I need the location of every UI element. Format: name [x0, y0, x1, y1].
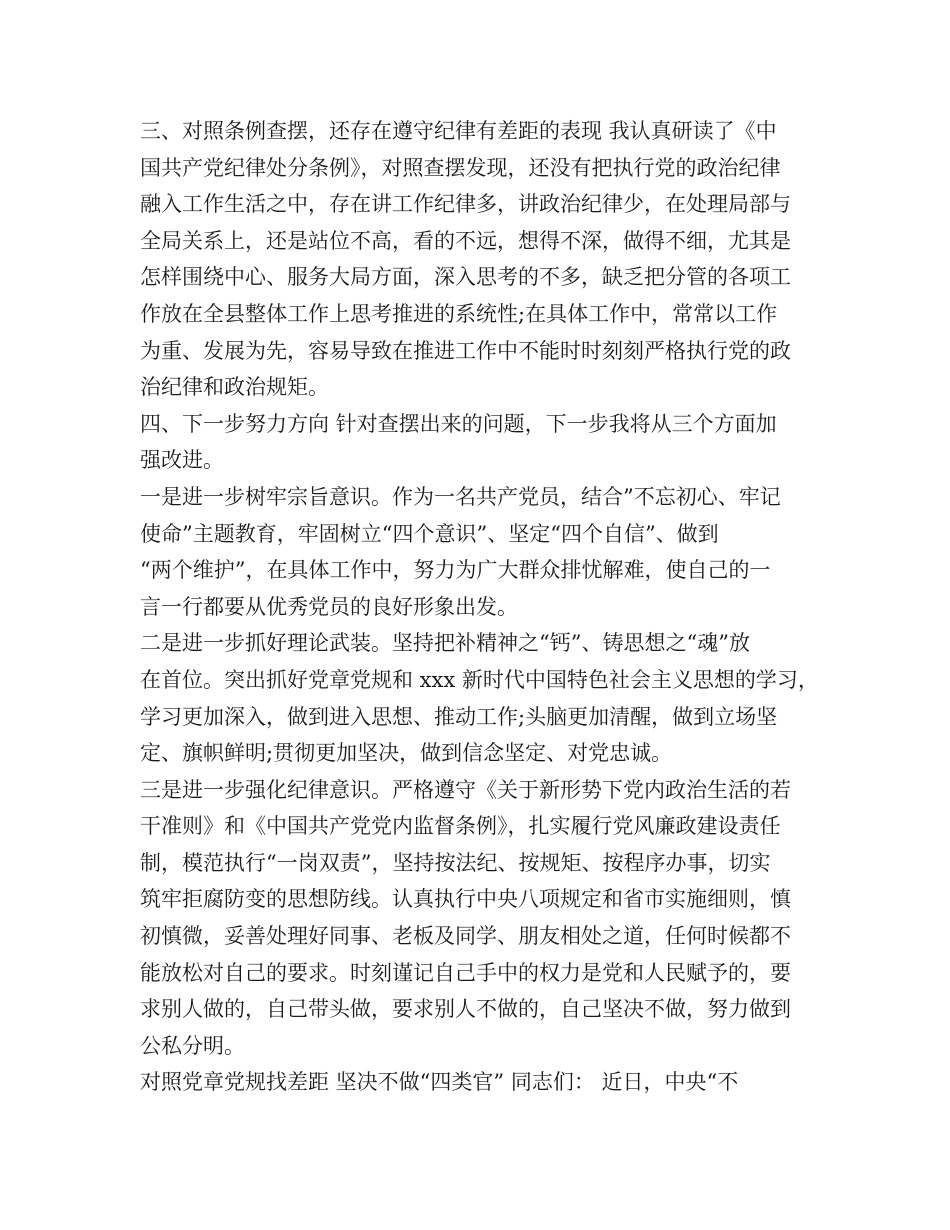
text-line: 公私分明。 — [140, 1033, 245, 1058]
text-line: 三、对照条例查摆，还存在遵守纪律有差距的表现 我认真研读了《中 — [140, 119, 777, 143]
text-line: 全局关系上，还是站位不高，看的不远，想得不深，做得不细，尤其是 — [140, 228, 791, 253]
text-line: 能放松对自己的要求。时刻谨记自己手中的权力是党和人民赋予的，要 — [140, 960, 791, 985]
text-line: 在首位。突出抓好党章党规和 xxx 新时代中国特色社会主义思想的学习， — [140, 667, 819, 692]
text-line: 言一行都要从优秀党员的良好形象出发。 — [140, 594, 518, 619]
text-line: 制，模范执行“一岗双责”，坚持按法纪、按规矩、按程序办事，切实 — [140, 850, 771, 875]
text-line: 二是进一步抓好理论武装。坚持把补精神之“钙”、铸思想之“魂”放 — [140, 631, 750, 656]
text-line: 四、下一步努力方向 针对查摆出来的问题，下一步我将从三个方面加 — [140, 411, 777, 436]
text-line: 一是进一步树牢宗旨意识。作为一名共产党员，结合”不忘初心、牢记 — [140, 484, 781, 509]
text-line: 怎样围绕中心、服务大局方面，深入思考的不多，缺乏把分管的各项工 — [140, 265, 791, 290]
text-line: 对照党章党规找差距 坚决不做“四类官” 同志们： 近日，中央“不 — [140, 1070, 739, 1095]
text-line: 筑牢拒腐防变的思想防线。认真执行中央八项规定和省市实施细则，慎 — [140, 887, 791, 912]
document-body — [140, 113, 819, 1101]
text-line: 干准则》和《中国共产党党内监督条例》，扎实履行党风廉政建设责任 — [140, 814, 781, 839]
text-line: 使命”主题教育，牢固树立“四个意识”、坚定“四个自信”、做到 — [140, 521, 719, 546]
text-line: 定、旗帜鲜明;贯彻更加坚决，做到信念坚定、对党忠诚。 — [140, 741, 673, 766]
text-line: 国共产党纪律处分条例》，对照查摆发现，还没有把执行党的政治纪律 — [140, 155, 781, 180]
text-line: 融入工作生活之中，存在讲工作纪律多，讲政治纪律少，在处理局部与 — [140, 192, 791, 217]
text-line: 初慎微，妥善处理好同事、老板及同学、朋友相处之道，任何时候都不 — [140, 924, 791, 949]
text-line: 学习更加深入，做到进入思想、推动工作;头脑更加清醒，做到立场坚 — [140, 704, 778, 729]
text-line: 强改进。 — [140, 448, 224, 473]
text-line: 求别人做的，自己带头做，要求别人不做的，自己坚决不做，努力做到 — [140, 997, 791, 1022]
text-line: “两个维护”，在具体工作中，努力为广大群众排忧解难，使自己的一 — [140, 558, 771, 583]
text-line: 为重、发展为先，容易导致在推进工作中不能时时刻刻严格执行党的政 — [140, 338, 791, 363]
text-line: 三是进一步强化纪律意识。严格遵守《关于新形势下党内政治生活的若 — [140, 777, 791, 802]
text-line: 治纪律和政治规矩。 — [140, 375, 329, 400]
text-line: 作放在全县整体工作上思考推进的系统性;在具体工作中，常常以工作 — [140, 301, 778, 326]
